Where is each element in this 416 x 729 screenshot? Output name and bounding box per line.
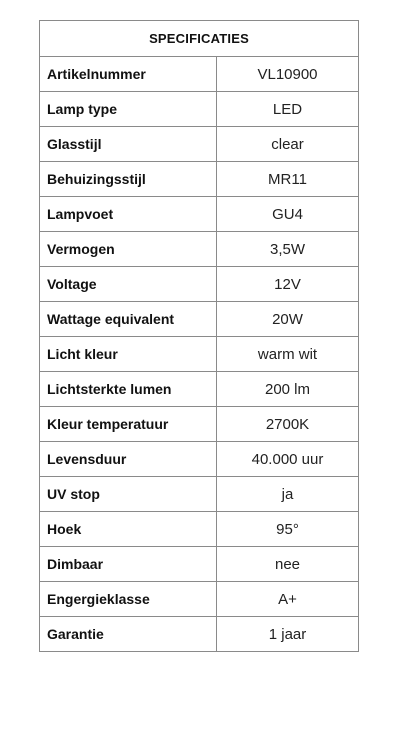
spec-label: Artikelnummer [40,57,217,92]
spec-value: nee [217,547,359,582]
spec-value: 1 jaar [217,617,359,652]
table-row [40,267,359,302]
spec-value: 40.000 uur [217,442,359,477]
table-row [40,477,359,512]
spec-label: Dimbaar [40,547,217,582]
table-row [40,442,359,477]
spec-label: Engergieklasse [40,582,217,617]
spec-value: A+ [217,582,359,617]
table-row [40,127,359,162]
table-row [40,302,359,337]
spec-label: Garantie [40,617,217,652]
table-row [40,162,359,197]
spec-value: clear [217,127,359,162]
spec-label: UV stop [40,477,217,512]
spec-label: Glasstijl [40,127,217,162]
table-row [40,617,359,652]
spec-value: VL10900 [217,57,359,92]
spec-label: Hoek [40,512,217,547]
spec-label: Licht kleur [40,337,217,372]
table-row [40,407,359,442]
table-row [40,512,359,547]
specifications-table [39,20,359,652]
header-row [40,21,359,57]
spec-value: 20W [217,302,359,337]
spec-label: Wattage equivalent [40,302,217,337]
spec-label: Voltage [40,267,217,302]
spec-value: warm wit [217,337,359,372]
spec-value: LED [217,92,359,127]
table-row [40,337,359,372]
table-row [40,92,359,127]
spec-value: 2700K [217,407,359,442]
table-row [40,232,359,267]
spec-value: 95° [217,512,359,547]
spec-value: 3,5W [217,232,359,267]
table-row [40,197,359,232]
spec-label: Vermogen [40,232,217,267]
spec-label: Lamp type [40,92,217,127]
spec-label: Behuizingsstijl [40,162,217,197]
spec-value: GU4 [217,197,359,232]
spec-label: Kleur temperatuur [40,407,217,442]
spec-label: Lampvoet [40,197,217,232]
table-row [40,547,359,582]
table-row [40,372,359,407]
spec-value: 200 lm [217,372,359,407]
table-row [40,582,359,617]
spec-label: Lichtsterkte lumen [40,372,217,407]
spec-value: MR11 [217,162,359,197]
table-row [40,57,359,92]
table-body [40,57,359,652]
spec-value: 12V [217,267,359,302]
spec-label: Levensduur [40,442,217,477]
table-title: SPECIFICATIES [40,21,359,57]
spec-value: ja [217,477,359,512]
